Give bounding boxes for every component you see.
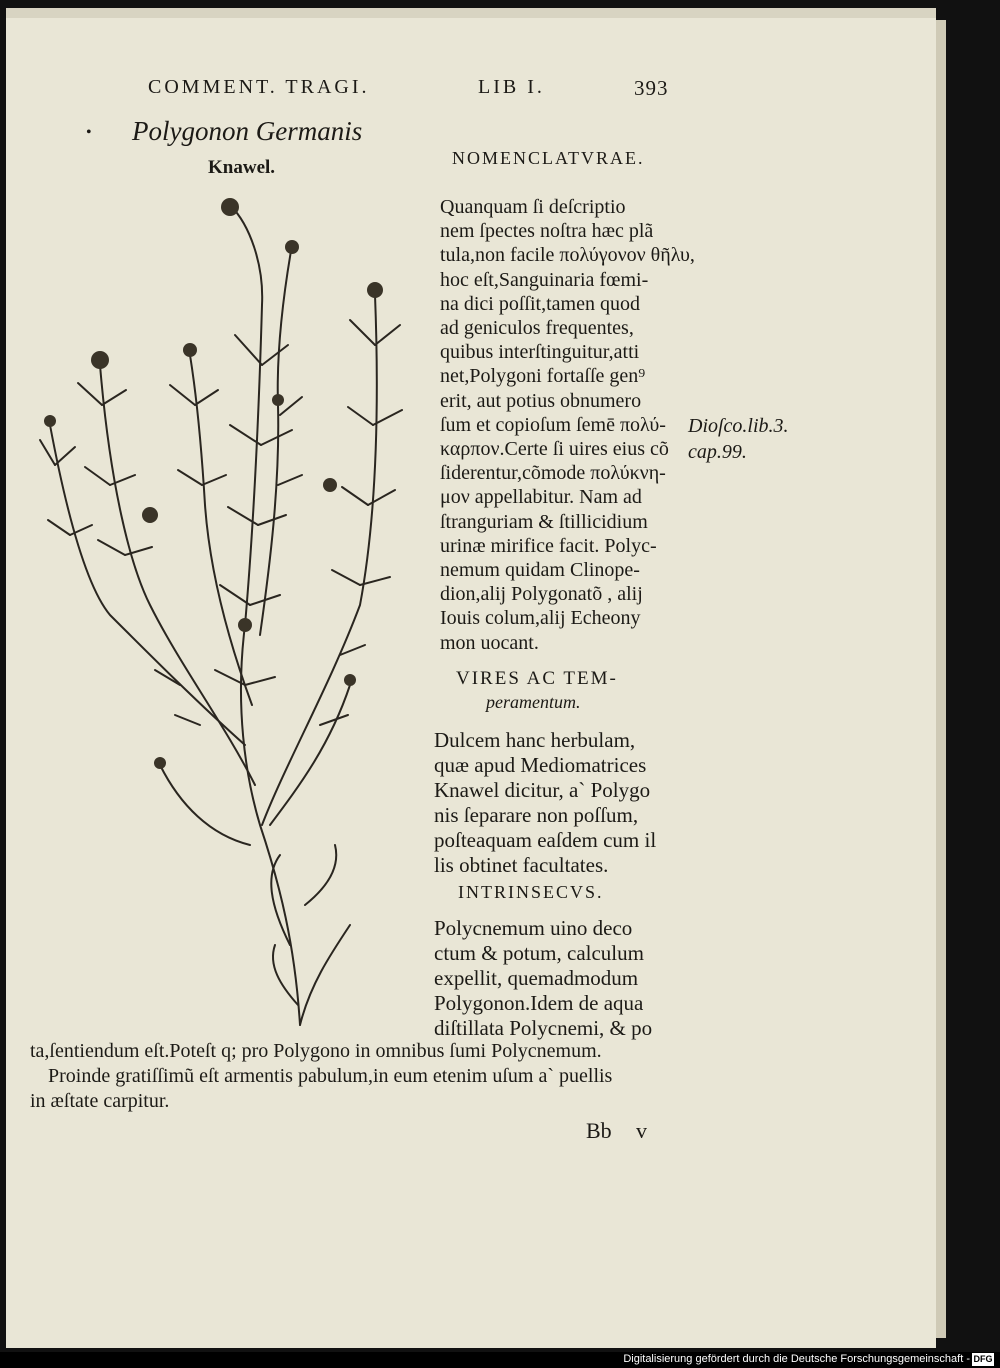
intrinsecus-line: diſtillata Polycnemi, & po (434, 1016, 653, 1040)
vires-line: nis ſeparare non poſſum, (434, 803, 639, 827)
running-title: COMMENT. TRAGI. (148, 76, 370, 98)
book-number: LIB I. (478, 76, 545, 98)
vires-line: quæ apud Mediomatrices (434, 753, 647, 777)
nomenclature-line: μον appellabitur. Nam ad (440, 486, 642, 509)
nomenclature-line: quibus interſtinguitur,atti (440, 341, 640, 364)
nomenclature-line: nemum quidam Clinope- (440, 559, 640, 581)
vires-line: lis obtinet facultates. (434, 853, 609, 877)
full-width-line: in æſtate carpitur. (30, 1090, 170, 1112)
nomenclature-line: mon uocant. (440, 631, 539, 654)
nomenclature-line: καρπον.Certe ſi uires eius cõ (440, 438, 669, 460)
full-width-line: ta,ſentiendum eſt.Poteſt q; pro Polygono in omnibus ſumi Polycnemum. (30, 1040, 602, 1062)
nomenclature-line: Iouis colum,alij Echeony (440, 607, 641, 630)
margin-note-line-1: Dioſco.lib.3. (688, 415, 789, 437)
signature-mark: Bb (586, 1118, 612, 1143)
page-edge (936, 20, 946, 1338)
section-heading-vires-cont: peramentum. (486, 692, 581, 712)
vires-line: poſteaquam eaſdem cum il (434, 828, 657, 852)
nomenclature-line: urinæ mirifice facit. Polyc- (440, 534, 657, 557)
footer-credit: Digitalisierung gefördert durch die Deutsche Forschungsgemeinschaft - (623, 1353, 970, 1365)
signature-number: v (636, 1118, 647, 1143)
nomenclature-line: na dici poſſit,tamen quod (440, 292, 640, 315)
section-heading-vires: VIRES AC TEM- (456, 668, 618, 689)
nomenclature-line: net,Polygoni fortaſſe gen⁹ (440, 365, 646, 388)
nomenclature-line: tula,non facile πολύγονον θῆλυ, (440, 244, 695, 267)
vires-line: Knawel dicitur, a` Polygo (434, 778, 651, 802)
nomenclature-line: ſiderentur,cõmode πολύκνη- (440, 462, 666, 485)
intrinsecus-line: expellit, quemadmodum (434, 966, 639, 990)
nomenclature-line: Quanquam ſi deſcriptio (440, 196, 626, 218)
vires-line: Dulcem hanc herbulam, (434, 728, 636, 752)
full-width-line: Proinde gratiſſimũ eſt armentis pabulum,in eum etenim uſum a` puellis (48, 1065, 613, 1087)
nomenclature-line: ſtranguriam & ſtillicidium (440, 510, 648, 533)
nomenclature-line: ſum et copioſum ſemē πολύ- (440, 413, 666, 436)
bullet-mark: • (86, 124, 92, 141)
section-heading-intrinsecus: INTRINSECVS. (458, 882, 604, 902)
nomenclature-line: dion,alij Polygonatõ , alij (440, 583, 643, 606)
section-heading-nomenclature: NOMENCLATVRAE. (452, 148, 645, 168)
figure-subtitle: Knawel. (208, 157, 276, 178)
dfg-logo-icon: DFG (973, 1354, 993, 1364)
intrinsecus-line: Polycnemum uino deco (434, 916, 633, 940)
intrinsecus-line: ctum & potum, calculum (434, 941, 644, 965)
plant-woodcut-illustration (30, 185, 430, 1035)
nomenclature-line: ad geniculos frequentes, (440, 317, 634, 339)
nomenclature-line: nem ſpectes noſtra hæc plã (440, 220, 654, 243)
nomenclature-line: erit, aut potius obnumero (440, 389, 642, 412)
page-top-shadow (6, 8, 936, 18)
figure-title: Polygonon Germanis (132, 116, 363, 146)
margin-note-line-2: cap.99. (688, 441, 747, 463)
intrinsecus-line: Polygonon.Idem de aqua (434, 991, 644, 1015)
nomenclature-line: hoc eſt,Sanguinaria fœmi- (440, 268, 649, 291)
page-number: 393 (634, 76, 669, 100)
